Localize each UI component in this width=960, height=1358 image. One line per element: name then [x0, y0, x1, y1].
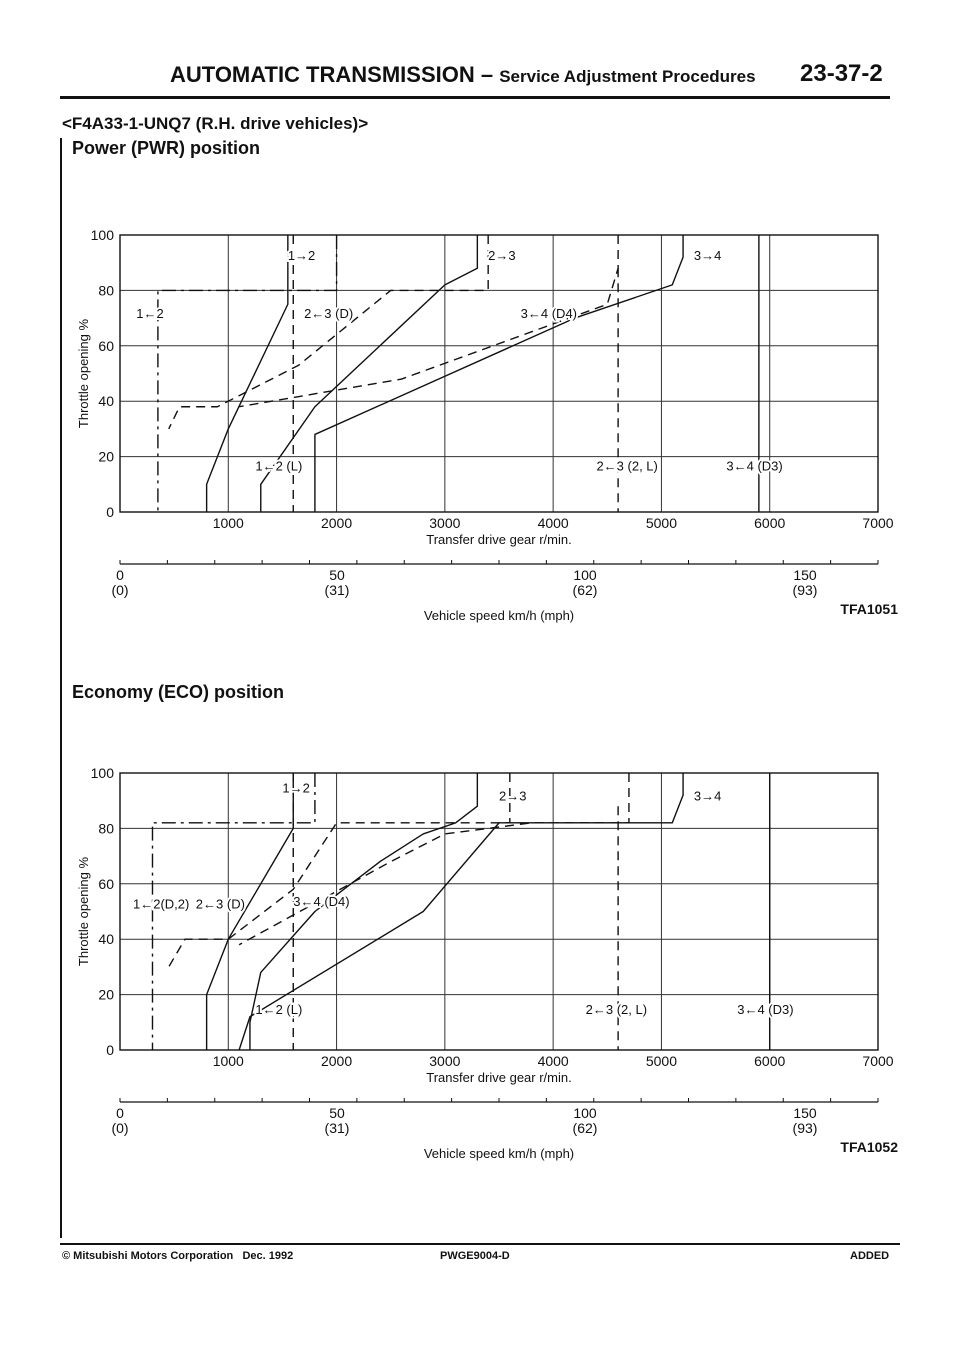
shift-label-1: 1→2: [287, 247, 316, 263]
shift-label-4: 1←2(D,2): [132, 896, 190, 912]
x-tick-label: 4000: [537, 1053, 569, 1069]
power-shift-chart: [60, 220, 900, 650]
speed-tick-mph: (93): [792, 582, 818, 598]
x-tick-label: 1000: [212, 1053, 244, 1069]
shift-label-6: 3←4 (D4): [293, 893, 350, 909]
shift-line-4: [158, 235, 337, 512]
speed-tick-kmh: 150: [793, 567, 817, 583]
shift-label-3: 3→4: [693, 788, 722, 804]
shift-label-7: 1←2 (L): [255, 458, 303, 474]
copyright-text: © Mitsubishi Motors Corporation: [62, 1250, 234, 1262]
figure-id: TFA1051: [840, 601, 898, 617]
speed-tick-kmh: 50: [329, 567, 345, 583]
x-tick-label: 6000: [754, 1053, 786, 1069]
shift-label-2: 2→3: [488, 247, 516, 263]
speed-tick-kmh: 0: [116, 567, 124, 583]
speed-tick-mph: (0): [111, 1120, 129, 1136]
shift-label-9: 3←4 (D3): [737, 1001, 794, 1017]
speed-axis-label: Vehicle speed km/h (mph): [423, 1146, 575, 1161]
speed-tick-mph: (31): [324, 1120, 350, 1136]
shift-label-5: 2←3 (D): [195, 896, 245, 912]
y-tick-label: 40: [98, 931, 114, 948]
footer-date: Dec. 1992: [242, 1250, 294, 1262]
x-tick-label: 5000: [645, 1053, 678, 1069]
shift-label-1: 1→2: [282, 780, 310, 796]
shift-line-5: [169, 235, 488, 429]
manual-section-name: AUTOMATIC TRANSMISSION –: [170, 62, 494, 87]
footer-status: ADDED: [850, 1250, 890, 1262]
model-heading: <F4A33-1-UNQ7 (R.H. drive vehicles)>: [62, 114, 369, 133]
x-tick-label: 5000: [645, 515, 678, 531]
footer-rule: [60, 1243, 900, 1245]
x-tick-label: 7000: [862, 1053, 894, 1069]
speed-tick-mph: (93): [792, 1120, 818, 1136]
x-tick-label: 4000: [537, 515, 569, 531]
economy-shift-chart: [60, 758, 900, 1188]
y-axis-label: Throttle opening %: [76, 856, 91, 967]
speed-tick-mph: (31): [324, 582, 350, 598]
y-tick-label: 40: [98, 393, 114, 410]
x-axis-label: Transfer drive gear r/min.: [426, 1070, 572, 1085]
footer-copyright: [62, 1250, 293, 1262]
shift-label-5: 2←3 (D): [304, 306, 354, 322]
y-tick-label: 0: [106, 504, 114, 520]
x-tick-label: 6000: [754, 515, 786, 531]
x-tick-label: 2000: [320, 515, 353, 531]
x-tick-label: 7000: [862, 515, 894, 531]
y-tick-label: 100: [90, 227, 114, 243]
y-tick-label: 80: [98, 820, 114, 837]
footer-code: PWGE9004-D: [440, 1250, 510, 1262]
x-tick-label: 1000: [212, 515, 244, 531]
y-tick-label: 20: [98, 986, 114, 1003]
shift-label-4: 1←2: [136, 306, 164, 322]
header-rule: [60, 96, 890, 99]
x-tick-label: 3000: [429, 1053, 461, 1069]
x-axis-label: Transfer drive gear r/min.: [426, 532, 572, 547]
speed-tick-mph: (62): [572, 1120, 598, 1136]
power-section-title: Power (PWR) position: [72, 138, 260, 158]
y-tick-label: 60: [98, 875, 114, 892]
shift-label-3: 3→4: [693, 247, 722, 263]
speed-tick-kmh: 150: [793, 1105, 817, 1121]
y-tick-label: 100: [90, 765, 114, 781]
economy-section-title: Economy (ECO) position: [72, 682, 285, 702]
y-tick-label: 20: [98, 448, 114, 465]
y-tick-label: 60: [98, 337, 114, 354]
shift-label-2: 2→3: [499, 788, 527, 804]
speed-tick-mph: (0): [111, 582, 129, 598]
shift-line-6: [239, 773, 629, 945]
speed-tick-kmh: 100: [573, 1105, 597, 1121]
speed-tick-kmh: 50: [329, 1105, 345, 1121]
page-number: 23-37-2: [800, 60, 883, 87]
shift-label-8: 2←3 (2, L): [596, 458, 658, 474]
shift-label-8: 2←3 (2, L): [585, 1001, 648, 1017]
manual-section-title: [170, 62, 756, 88]
shift-label-6: 3←4 (D4): [520, 306, 578, 322]
y-tick-label: 80: [98, 282, 114, 299]
shift-label-9: 3←4 (D3): [726, 458, 783, 474]
speed-axis-label: Vehicle speed km/h (mph): [423, 608, 575, 623]
x-tick-label: 3000: [429, 515, 461, 531]
figure-id: TFA1052: [840, 1139, 898, 1155]
y-axis-label: Throttle opening %: [76, 318, 91, 429]
speed-tick-kmh: 100: [573, 567, 597, 583]
y-tick-label: 0: [106, 1042, 114, 1058]
shift-label-7: 1←2 (L): [255, 1001, 303, 1017]
x-tick-label: 2000: [320, 1053, 353, 1069]
speed-tick-mph: (62): [572, 582, 598, 598]
speed-tick-kmh: 0: [116, 1105, 124, 1121]
manual-subsection-name: Service Adjustment Procedures: [499, 67, 756, 86]
